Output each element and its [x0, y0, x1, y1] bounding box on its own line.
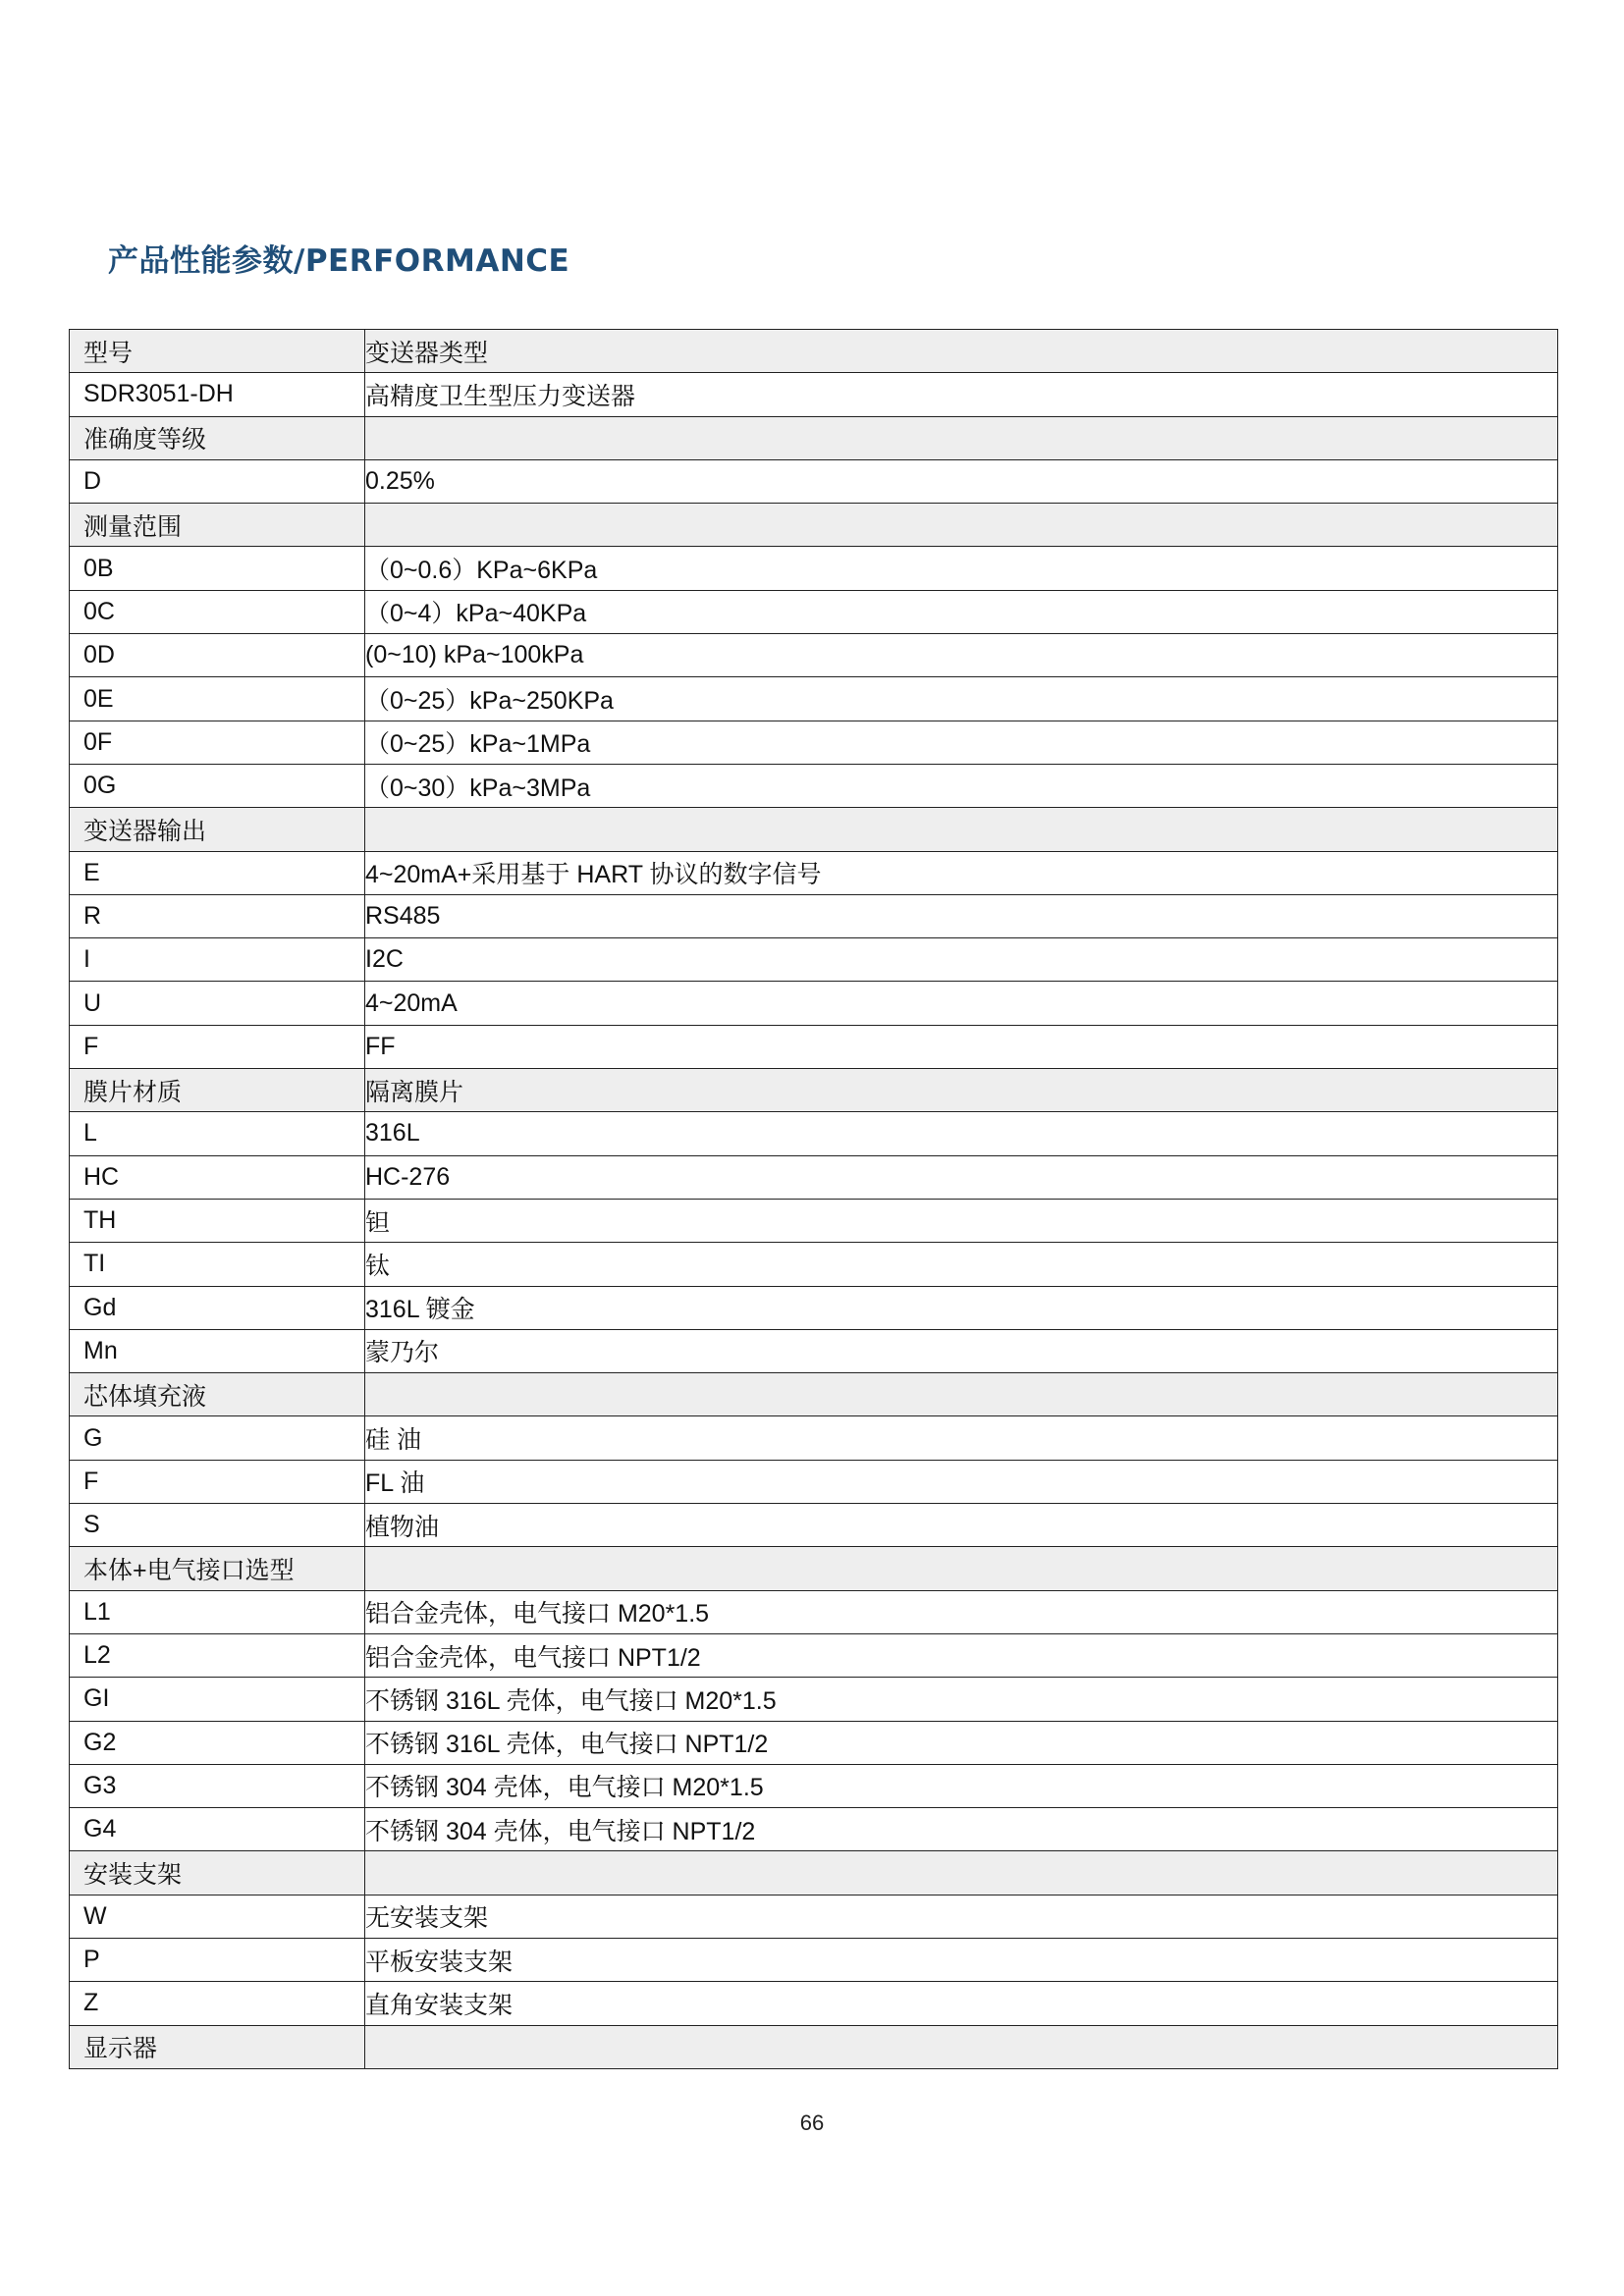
row-code: 0E — [70, 677, 365, 721]
table-row — [70, 547, 1558, 590]
row-code: Gd — [70, 1286, 365, 1329]
row-value: 0.25% — [365, 459, 1558, 503]
row-code: 安装支架 — [70, 1851, 365, 1895]
table-row — [70, 1504, 1558, 1547]
table-row — [70, 1416, 1558, 1460]
row-code: GI — [70, 1678, 365, 1721]
row-code: D — [70, 459, 365, 503]
section-header-row — [70, 416, 1558, 459]
row-code: 型号 — [70, 330, 365, 373]
table-row — [70, 1764, 1558, 1807]
row-code: G — [70, 1416, 365, 1460]
row-value: RS485 — [365, 894, 1558, 937]
row-value — [365, 808, 1558, 851]
row-code: S — [70, 1504, 365, 1547]
row-value: 钽 — [365, 1199, 1558, 1242]
row-value — [365, 1373, 1558, 1416]
row-code: TI — [70, 1243, 365, 1286]
row-value: 硅 油 — [365, 1416, 1558, 1460]
row-code: G4 — [70, 1808, 365, 1851]
table-row — [70, 1199, 1558, 1242]
row-value: FL 油 — [365, 1460, 1558, 1503]
row-code: F — [70, 1460, 365, 1503]
row-value: 316L 镀金 — [365, 1286, 1558, 1329]
row-value: 不锈钢 304 壳体，电气接口 M20*1.5 — [365, 1764, 1558, 1807]
row-code: L — [70, 1112, 365, 1155]
table-row — [70, 1808, 1558, 1851]
row-code: 0G — [70, 764, 365, 807]
row-value: （0~25）kPa~1MPa — [365, 721, 1558, 764]
row-code: SDR3051-DH — [70, 373, 365, 416]
row-value: 不锈钢 304 壳体，电气接口 NPT1/2 — [365, 1808, 1558, 1851]
row-value — [365, 504, 1558, 547]
section-header-row — [70, 504, 1558, 547]
section-header-row — [70, 2025, 1558, 2068]
page-number: 66 — [799, 2110, 825, 2135]
row-value: （0~30）kPa~3MPa — [365, 764, 1558, 807]
table-row — [70, 1721, 1558, 1764]
row-code: L1 — [70, 1590, 365, 1633]
table-row — [70, 1590, 1558, 1633]
row-code: Z — [70, 1982, 365, 2025]
page-title: 产品性能参数/PERFORMANCE — [108, 243, 570, 279]
row-code: HC — [70, 1155, 365, 1199]
table-row — [70, 1678, 1558, 1721]
row-value: （0~4）kPa~40KPa — [365, 590, 1558, 633]
row-value: （0~25）kPa~250KPa — [365, 677, 1558, 721]
row-value: 蒙乃尔 — [365, 1329, 1558, 1372]
table-row — [70, 1025, 1558, 1068]
row-code: 0B — [70, 547, 365, 590]
row-value: 平板安装支架 — [365, 1938, 1558, 1981]
row-value: 植物油 — [365, 1504, 1558, 1547]
row-code: 0F — [70, 721, 365, 764]
row-value: (0~10) kPa~100kPa — [365, 634, 1558, 677]
row-value — [365, 2025, 1558, 2068]
row-code: I — [70, 938, 365, 982]
row-value — [365, 416, 1558, 459]
table-row — [70, 1155, 1558, 1199]
row-value: 不锈钢 316L 壳体，电气接口 NPT1/2 — [365, 1721, 1558, 1764]
table-row — [70, 1633, 1558, 1677]
table-row — [70, 938, 1558, 982]
row-code: 本体+电气接口选型 — [70, 1547, 365, 1590]
row-value: 铝合金壳体，电气接口 M20*1.5 — [365, 1590, 1558, 1633]
row-value: FF — [365, 1025, 1558, 1068]
row-code: L2 — [70, 1633, 365, 1677]
section-header-row — [70, 1373, 1558, 1416]
row-value: 钛 — [365, 1243, 1558, 1286]
section-header-row — [70, 1851, 1558, 1895]
table-row — [70, 1895, 1558, 1938]
table-row — [70, 1286, 1558, 1329]
row-value: 直角安装支架 — [365, 1982, 1558, 2025]
row-code: 0C — [70, 590, 365, 633]
table-row — [70, 1938, 1558, 1981]
table-row — [70, 1112, 1558, 1155]
row-code: E — [70, 851, 365, 894]
row-code: U — [70, 982, 365, 1025]
table-row — [70, 590, 1558, 633]
table-row — [70, 1243, 1558, 1286]
section-header-row — [70, 1069, 1558, 1112]
table-row — [70, 894, 1558, 937]
table-row — [70, 634, 1558, 677]
row-code: 测量范围 — [70, 504, 365, 547]
row-code: R — [70, 894, 365, 937]
row-code: G3 — [70, 1764, 365, 1807]
row-code: 变送器输出 — [70, 808, 365, 851]
table-row — [70, 1329, 1558, 1372]
table-row — [70, 373, 1558, 416]
table-row — [70, 1982, 1558, 2025]
table-row — [70, 982, 1558, 1025]
row-value: 高精度卫生型压力变送器 — [365, 373, 1558, 416]
table-row — [70, 851, 1558, 894]
row-value: 4~20mA — [365, 982, 1558, 1025]
table-row — [70, 677, 1558, 721]
row-code: TH — [70, 1199, 365, 1242]
row-value — [365, 1547, 1558, 1590]
row-value: 变送器类型 — [365, 330, 1558, 373]
row-value: HC-276 — [365, 1155, 1558, 1199]
row-code: 0D — [70, 634, 365, 677]
row-code: 芯体填充液 — [70, 1373, 365, 1416]
section-header-row — [70, 808, 1558, 851]
row-value: 隔离膜片 — [365, 1069, 1558, 1112]
table-row — [70, 764, 1558, 807]
table-row — [70, 721, 1558, 764]
row-value: 4~20mA+采用基于 HART 协议的数字信号 — [365, 851, 1558, 894]
row-value: （0~0.6）KPa~6KPa — [365, 547, 1558, 590]
row-code: G2 — [70, 1721, 365, 1764]
row-value — [365, 1851, 1558, 1895]
row-code: 膜片材质 — [70, 1069, 365, 1112]
row-code: F — [70, 1025, 365, 1068]
section-header-row — [70, 1547, 1558, 1590]
table-row — [70, 459, 1558, 503]
row-code: W — [70, 1895, 365, 1938]
table-row — [70, 1460, 1558, 1503]
row-code: 准确度等级 — [70, 416, 365, 459]
row-value: 316L — [365, 1112, 1558, 1155]
row-code: P — [70, 1938, 365, 1981]
performance-table-body — [70, 330, 1558, 2069]
row-code: 显示器 — [70, 2025, 365, 2068]
performance-table — [69, 329, 1558, 2069]
row-value: 无安装支架 — [365, 1895, 1558, 1938]
row-value: 铝合金壳体，电气接口 NPT1/2 — [365, 1633, 1558, 1677]
row-code: Mn — [70, 1329, 365, 1372]
section-header-row — [70, 330, 1558, 373]
row-value: 不锈钢 316L 壳体，电气接口 M20*1.5 — [365, 1678, 1558, 1721]
row-value: I2C — [365, 938, 1558, 982]
